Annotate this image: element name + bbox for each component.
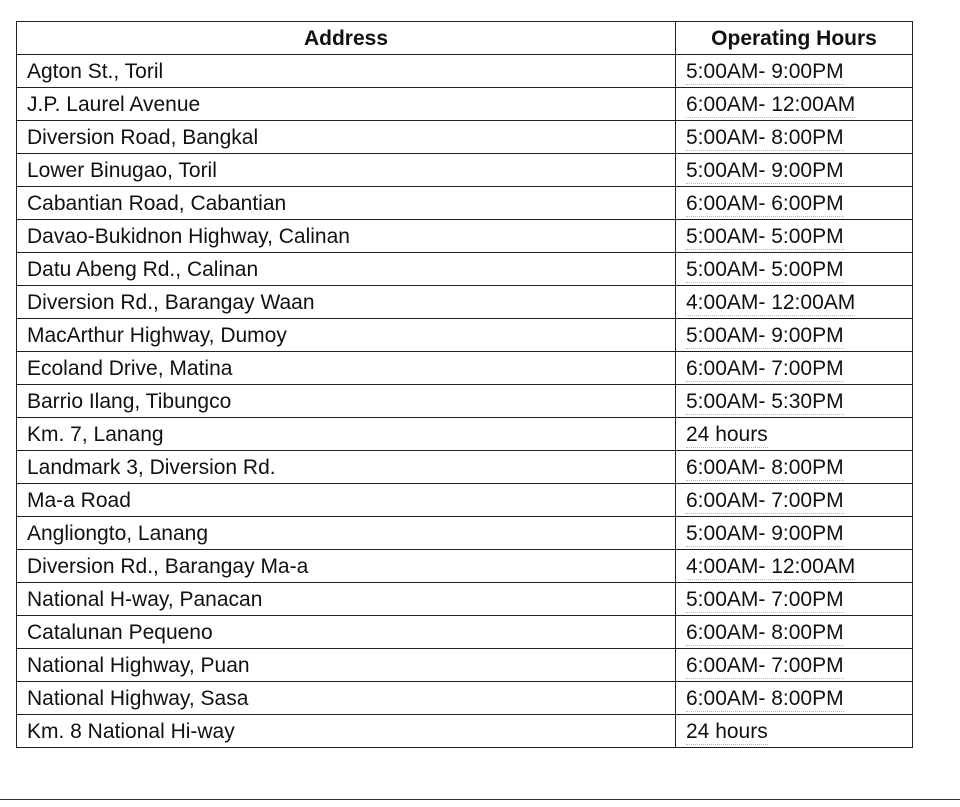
address-cell: Catalunan Pequeno xyxy=(17,616,676,649)
bottom-divider xyxy=(0,799,960,800)
table-row xyxy=(17,715,913,748)
hours-value: 5:00AM- 9:00PM xyxy=(686,521,844,545)
address-cell: National Highway, Sasa xyxy=(17,682,676,715)
table-row xyxy=(17,583,913,616)
table-row xyxy=(17,682,913,715)
hours-value: 6:00AM- 7:00PM xyxy=(686,356,844,380)
hours-cell xyxy=(676,715,913,748)
operating-hours-table xyxy=(16,21,913,748)
hours-value: 6:00AM- 7:00PM xyxy=(686,653,844,677)
table-row xyxy=(17,649,913,682)
table-row xyxy=(17,418,913,451)
table-row xyxy=(17,319,913,352)
hours-cell xyxy=(676,616,913,649)
address-cell: Ma-a Road xyxy=(17,484,676,517)
table-row xyxy=(17,88,913,121)
hours-cell xyxy=(676,187,913,220)
hours-value: 5:00AM- 9:00PM xyxy=(686,158,844,182)
hours-value: 5:00AM- 7:00PM xyxy=(686,587,844,611)
address-cell: Diversion Rd., Barangay Waan xyxy=(17,286,676,319)
hours-cell xyxy=(676,121,913,154)
hours-value: 6:00AM- 12:00AM xyxy=(686,92,856,116)
table-row xyxy=(17,385,913,418)
hours-value: 6:00AM- 7:00PM xyxy=(686,488,844,512)
address-cell: National H-way, Panacan xyxy=(17,583,676,616)
hours-cell xyxy=(676,649,913,682)
hours-value: 6:00AM- 8:00PM xyxy=(686,620,844,644)
table-header xyxy=(17,22,913,55)
hours-value: 24 hours xyxy=(686,422,768,446)
hours-cell xyxy=(676,550,913,583)
table-row xyxy=(17,187,913,220)
address-cell: Datu Abeng Rd., Calinan xyxy=(17,253,676,286)
hours-value: 5:00AM- 9:00PM xyxy=(686,323,844,347)
hours-value: 5:00AM- 5:30PM xyxy=(686,389,844,413)
address-cell: Km. 8 National Hi-way xyxy=(17,715,676,748)
table-row xyxy=(17,616,913,649)
table-row xyxy=(17,550,913,583)
address-cell: Barrio Ilang, Tibungco xyxy=(17,385,676,418)
address-cell: National Highway, Puan xyxy=(17,649,676,682)
table-row xyxy=(17,253,913,286)
address-cell: Cabantian Road, Cabantian xyxy=(17,187,676,220)
hours-cell xyxy=(676,484,913,517)
table-row xyxy=(17,55,913,88)
table-row xyxy=(17,121,913,154)
table-row xyxy=(17,484,913,517)
hours-cell xyxy=(676,517,913,550)
hours-cell xyxy=(676,451,913,484)
table-row xyxy=(17,220,913,253)
hours-cell xyxy=(676,385,913,418)
hours-cell xyxy=(676,154,913,187)
address-cell: Angliongto, Lanang xyxy=(17,517,676,550)
hours-value: 6:00AM- 8:00PM xyxy=(686,686,844,710)
hours-cell xyxy=(676,418,913,451)
address-cell: MacArthur Highway, Dumoy xyxy=(17,319,676,352)
hours-value: 24 hours xyxy=(686,719,768,743)
hours-cell xyxy=(676,55,913,88)
hours-cell xyxy=(676,583,913,616)
address-cell: Km. 7, Lanang xyxy=(17,418,676,451)
address-column-header: Address xyxy=(17,22,676,55)
table-row xyxy=(17,451,913,484)
address-cell: Agton St., Toril xyxy=(17,55,676,88)
hours-cell xyxy=(676,286,913,319)
hours-value: 5:00AM- 5:00PM xyxy=(686,257,844,281)
address-cell: Davao-Bukidnon Highway, Calinan xyxy=(17,220,676,253)
hours-cell xyxy=(676,253,913,286)
hours-value: 4:00AM- 12:00AM xyxy=(686,554,856,578)
address-cell: Diversion Rd., Barangay Ma-a xyxy=(17,550,676,583)
hours-cell xyxy=(676,352,913,385)
address-cell: Lower Binugao, Toril xyxy=(17,154,676,187)
hours-cell xyxy=(676,682,913,715)
address-cell: Landmark 3, Diversion Rd. xyxy=(17,451,676,484)
hours-cell xyxy=(676,220,913,253)
table-row xyxy=(17,352,913,385)
address-cell: Diversion Road, Bangkal xyxy=(17,121,676,154)
hours-value: 5:00AM- 9:00PM xyxy=(686,59,844,83)
address-cell: Ecoland Drive, Matina xyxy=(17,352,676,385)
hours-value: 5:00AM- 5:00PM xyxy=(686,224,844,248)
hours-cell xyxy=(676,319,913,352)
table-body xyxy=(17,55,913,748)
table-row xyxy=(17,286,913,319)
hours-value: 6:00AM- 8:00PM xyxy=(686,455,844,479)
table-row xyxy=(17,154,913,187)
hours-value: 5:00AM- 8:00PM xyxy=(686,125,844,149)
hours-value: 4:00AM- 12:00AM xyxy=(686,290,856,314)
header-row xyxy=(17,22,913,55)
address-cell: J.P. Laurel Avenue xyxy=(17,88,676,121)
hours-cell xyxy=(676,88,913,121)
hours-column-header: Operating Hours xyxy=(676,22,913,55)
hours-value: 6:00AM- 6:00PM xyxy=(686,191,844,215)
table-row xyxy=(17,517,913,550)
